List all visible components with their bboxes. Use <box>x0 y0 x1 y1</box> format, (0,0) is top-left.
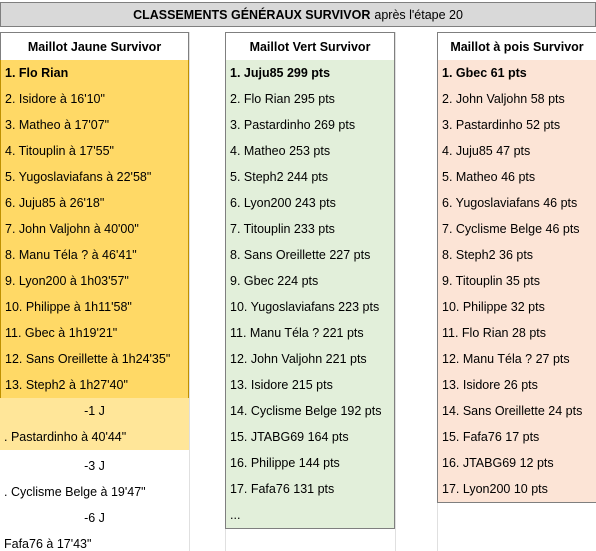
maillot-pois-row[interactable]: 10. Philippe 32 pts <box>442 300 545 314</box>
eliminated-1j-label[interactable]: -1 J <box>0 398 189 424</box>
maillot-vert-row[interactable]: 14. Cyclisme Belge 192 pts <box>230 404 382 418</box>
maillot-vert-row[interactable]: 6. Lyon200 243 pts <box>230 196 336 210</box>
maillot-vert-row[interactable]: 4. Matheo 253 pts <box>230 144 331 158</box>
maillot-pois-row[interactable]: 3. Pastardinho 52 pts <box>442 118 561 132</box>
eliminated-1j-name[interactable]: . Pastardinho à 40'44" <box>0 424 189 450</box>
maillot-jaune-row[interactable]: 11. Gbec à 1h19'21" <box>5 326 118 340</box>
maillot-pois-column <box>437 60 596 503</box>
maillot-vert-row[interactable]: 15. JTABG69 164 pts <box>230 430 349 444</box>
header-maillot-jaune[interactable]: Maillot Jaune Survivor <box>0 32 189 60</box>
eliminated-6j-name[interactable]: Fafa76 à 17'43" <box>4 537 92 551</box>
sheet-title[interactable] <box>0 2 596 27</box>
sheet-title-bold: CLASSEMENTS GÉNÉRAUX SURVIVOR <box>133 7 371 22</box>
maillot-vert-row[interactable]: 12. John Valjohn 221 pts <box>230 352 367 366</box>
maillot-pois-row[interactable]: 15. Fafa76 17 pts <box>442 430 540 444</box>
header-maillot-vert[interactable]: Maillot Vert Survivor <box>225 32 395 60</box>
maillot-vert-row[interactable]: 8. Sans Oreillette 227 pts <box>230 248 371 262</box>
maillot-pois-row[interactable]: 9. Titouplin 35 pts <box>442 274 540 288</box>
maillot-vert-row[interactable]: 11. Manu Téla ? 221 pts <box>230 326 364 340</box>
maillot-vert-row[interactable]: ... <box>230 508 241 522</box>
maillot-jaune-row[interactable]: 2. Isidore à 16'10" <box>5 92 105 106</box>
maillot-pois-row[interactable]: 2. John Valjohn 58 pts <box>442 92 565 106</box>
maillot-jaune-row[interactable]: 4. Titouplin à 17'55" <box>5 144 114 158</box>
eliminated-3j-name[interactable]: . Cyclisme Belge à 19'47" <box>4 485 146 499</box>
maillot-pois-row[interactable]: 8. Steph2 36 pts <box>442 248 534 262</box>
maillot-vert-list <box>225 60 395 529</box>
maillot-pois-row[interactable]: 7. Cyclisme Belge 46 pts <box>442 222 580 236</box>
maillot-vert-row[interactable]: 10. Yugoslaviafans 223 pts <box>230 300 380 314</box>
maillot-pois-row[interactable]: 11. Flo Rian 28 pts <box>442 326 546 340</box>
maillot-vert-row[interactable]: 17. Fafa76 131 pts <box>230 482 335 496</box>
maillot-jaune-row[interactable]: 9. Lyon200 à 1h03'57" <box>5 274 129 288</box>
maillot-vert-row[interactable]: 13. Isidore 215 pts <box>230 378 333 392</box>
grid-line <box>189 32 190 551</box>
maillot-pois-row[interactable]: 4. Juju85 47 pts <box>442 144 531 158</box>
maillot-vert-row[interactable]: 9. Gbec 224 pts <box>230 274 319 288</box>
maillot-jaune-row[interactable]: 12. Sans Oreillette à 1h24'35" <box>5 352 171 366</box>
maillot-pois-row[interactable]: 16. JTABG69 12 pts <box>442 456 554 470</box>
maillot-jaune-row[interactable]: 8. Manu Téla ? à 46'41" <box>5 248 137 262</box>
sheet-title-rest: après l'étape 20 <box>374 7 463 22</box>
maillot-vert-row[interactable]: 5. Steph2 244 pts <box>230 170 328 184</box>
maillot-pois-row[interactable]: 5. Matheo 46 pts <box>442 170 536 184</box>
maillot-vert-row[interactable]: 1. Juju85 299 pts <box>230 66 331 80</box>
eliminated-3j-label[interactable]: -3 J <box>84 459 105 473</box>
maillot-pois-row[interactable]: 6. Yugoslaviafans 46 pts <box>442 196 578 210</box>
maillot-pois-list <box>437 60 596 503</box>
maillot-jaune-row[interactable]: 1. Flo Rian <box>5 66 69 80</box>
maillot-jaune-row[interactable]: 5. Yugoslaviafans à 22'58" <box>5 170 152 184</box>
maillot-vert-row[interactable]: 3. Pastardinho 269 pts <box>230 118 356 132</box>
maillot-pois-row[interactable]: 14. Sans Oreillette 24 pts <box>442 404 583 418</box>
maillot-pois-row[interactable]: 12. Manu Téla ? 27 pts <box>442 352 570 366</box>
maillot-vert-row[interactable]: 2. Flo Rian 295 pts <box>230 92 335 106</box>
maillot-pois-row[interactable]: 1. Gbec 61 pts <box>442 66 527 80</box>
maillot-jaune-row[interactable]: 7. John Valjohn à 40'00" <box>5 222 139 236</box>
maillot-vert-column <box>225 60 395 529</box>
eliminated-6j-label[interactable]: -6 J <box>84 511 105 525</box>
maillot-jaune-column <box>0 60 189 399</box>
maillot-vert-row[interactable]: 7. Titouplin 233 pts <box>230 222 335 236</box>
maillot-pois-row[interactable]: 13. Isidore 26 pts <box>442 378 538 392</box>
grid-line <box>395 32 396 551</box>
maillot-jaune-row[interactable]: 3. Matheo à 17'07" <box>5 118 110 132</box>
header-maillot-pois[interactable]: Maillot à pois Survivor <box>437 32 596 60</box>
maillot-vert-row[interactable]: 16. Philippe 144 pts <box>230 456 340 470</box>
maillot-jaune-list <box>0 60 189 399</box>
maillot-jaune-row[interactable]: 13. Steph2 à 1h27'40" <box>5 378 128 392</box>
maillot-jaune-row[interactable]: 10. Philippe à 1h11'58" <box>5 300 132 314</box>
maillot-pois-row[interactable]: 17. Lyon200 10 pts <box>442 482 548 496</box>
maillot-jaune-row[interactable]: 6. Juju85 à 26'18" <box>5 196 105 210</box>
